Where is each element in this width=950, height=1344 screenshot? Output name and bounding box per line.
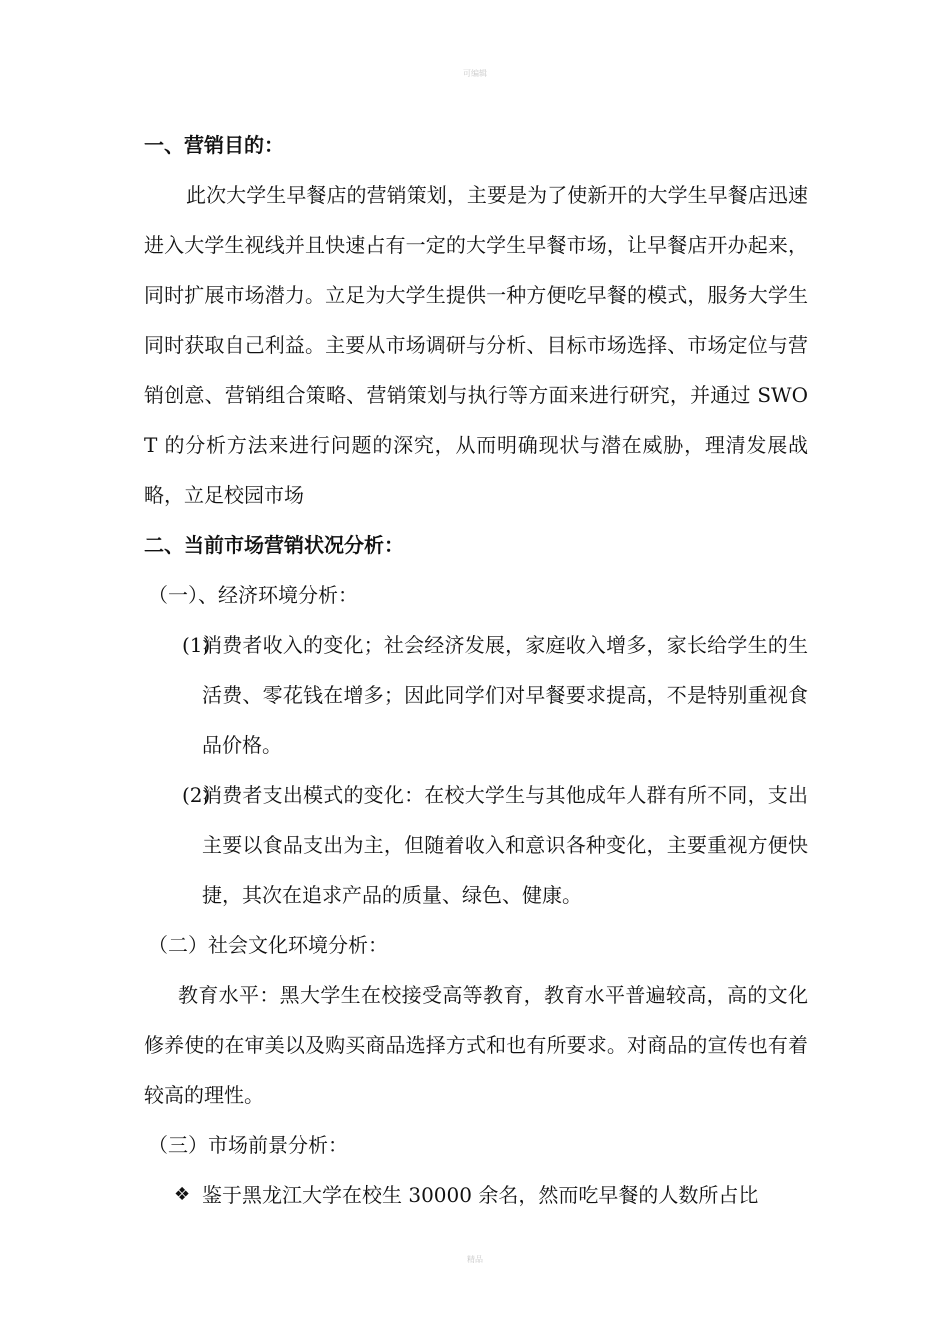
header-watermark: 可编辑	[463, 69, 487, 78]
section-1-heading: 一、营销目的：	[144, 133, 284, 157]
subsection-prospect-heading: （三）市场前景分析：	[148, 1133, 348, 1157]
bullet-item-prospect	[144, 1170, 808, 1220]
subsection-economic-heading: （一）、经济环境分析：	[148, 583, 358, 607]
section-1-paragraph: 此次大学生早餐店的营销策划，主要是为了使新开的大学生早餐店迅速进入大学生视线并且快速占有一定的大学生早餐市场，让早餐店开办起来，同时扩展市场潜力。立足为大学生提供一种方便吃早餐的模式，服务大学生同时获取自己利益。主要从市场调研与分析、目标市场选择、市场定位与营销创意、营销组合策略、营销策划与执行等方面来进行研究，并通过 SWOT 的分析方法来进行问题的深究，从而明确现状与潜在威胁，理清发展战略，立足校园市场	[144, 183, 808, 507]
list-item-text: 消费者收入的变化；社会经济发展，家庭收入增多，家长给学生的生活费、零花钱在增多；因此同学们对早餐要求提高，不是特别重视食品价格。	[202, 633, 808, 757]
bullet-item-text: 鉴于黑龙江大学在校生 30000 余名，然而吃早餐的人数所占比	[202, 1183, 759, 1207]
list-item-income-change	[144, 620, 808, 770]
diamond-bullet-icon: ❖	[174, 1184, 191, 1205]
list-item-spending-change	[144, 770, 808, 920]
list-item-number: (2)	[182, 783, 211, 807]
footer-watermark: 精品	[467, 1255, 483, 1264]
list-item-text: 消费者支出模式的变化：在校大学生与其他成年人群有所不同，支出主要以食品支出为主，但随着收入和意识各种变化，主要重视方便快捷，其次在追求产品的质量、绿色、健康。	[202, 783, 808, 907]
document-body	[144, 120, 808, 1220]
section-2-heading: 二、当前市场营销状况分析：	[144, 533, 404, 557]
list-item-number: (1)	[182, 633, 211, 657]
culture-paragraph: 教育水平：黑大学生在校接受高等教育，教育水平普遍较高，高的文化修养使的在审美以及购买商品选择方式和也有所要求。对商品的宣传也有着较高的理性。	[144, 983, 808, 1107]
subsection-culture-heading: （二）社会文化环境分析：	[148, 933, 388, 957]
